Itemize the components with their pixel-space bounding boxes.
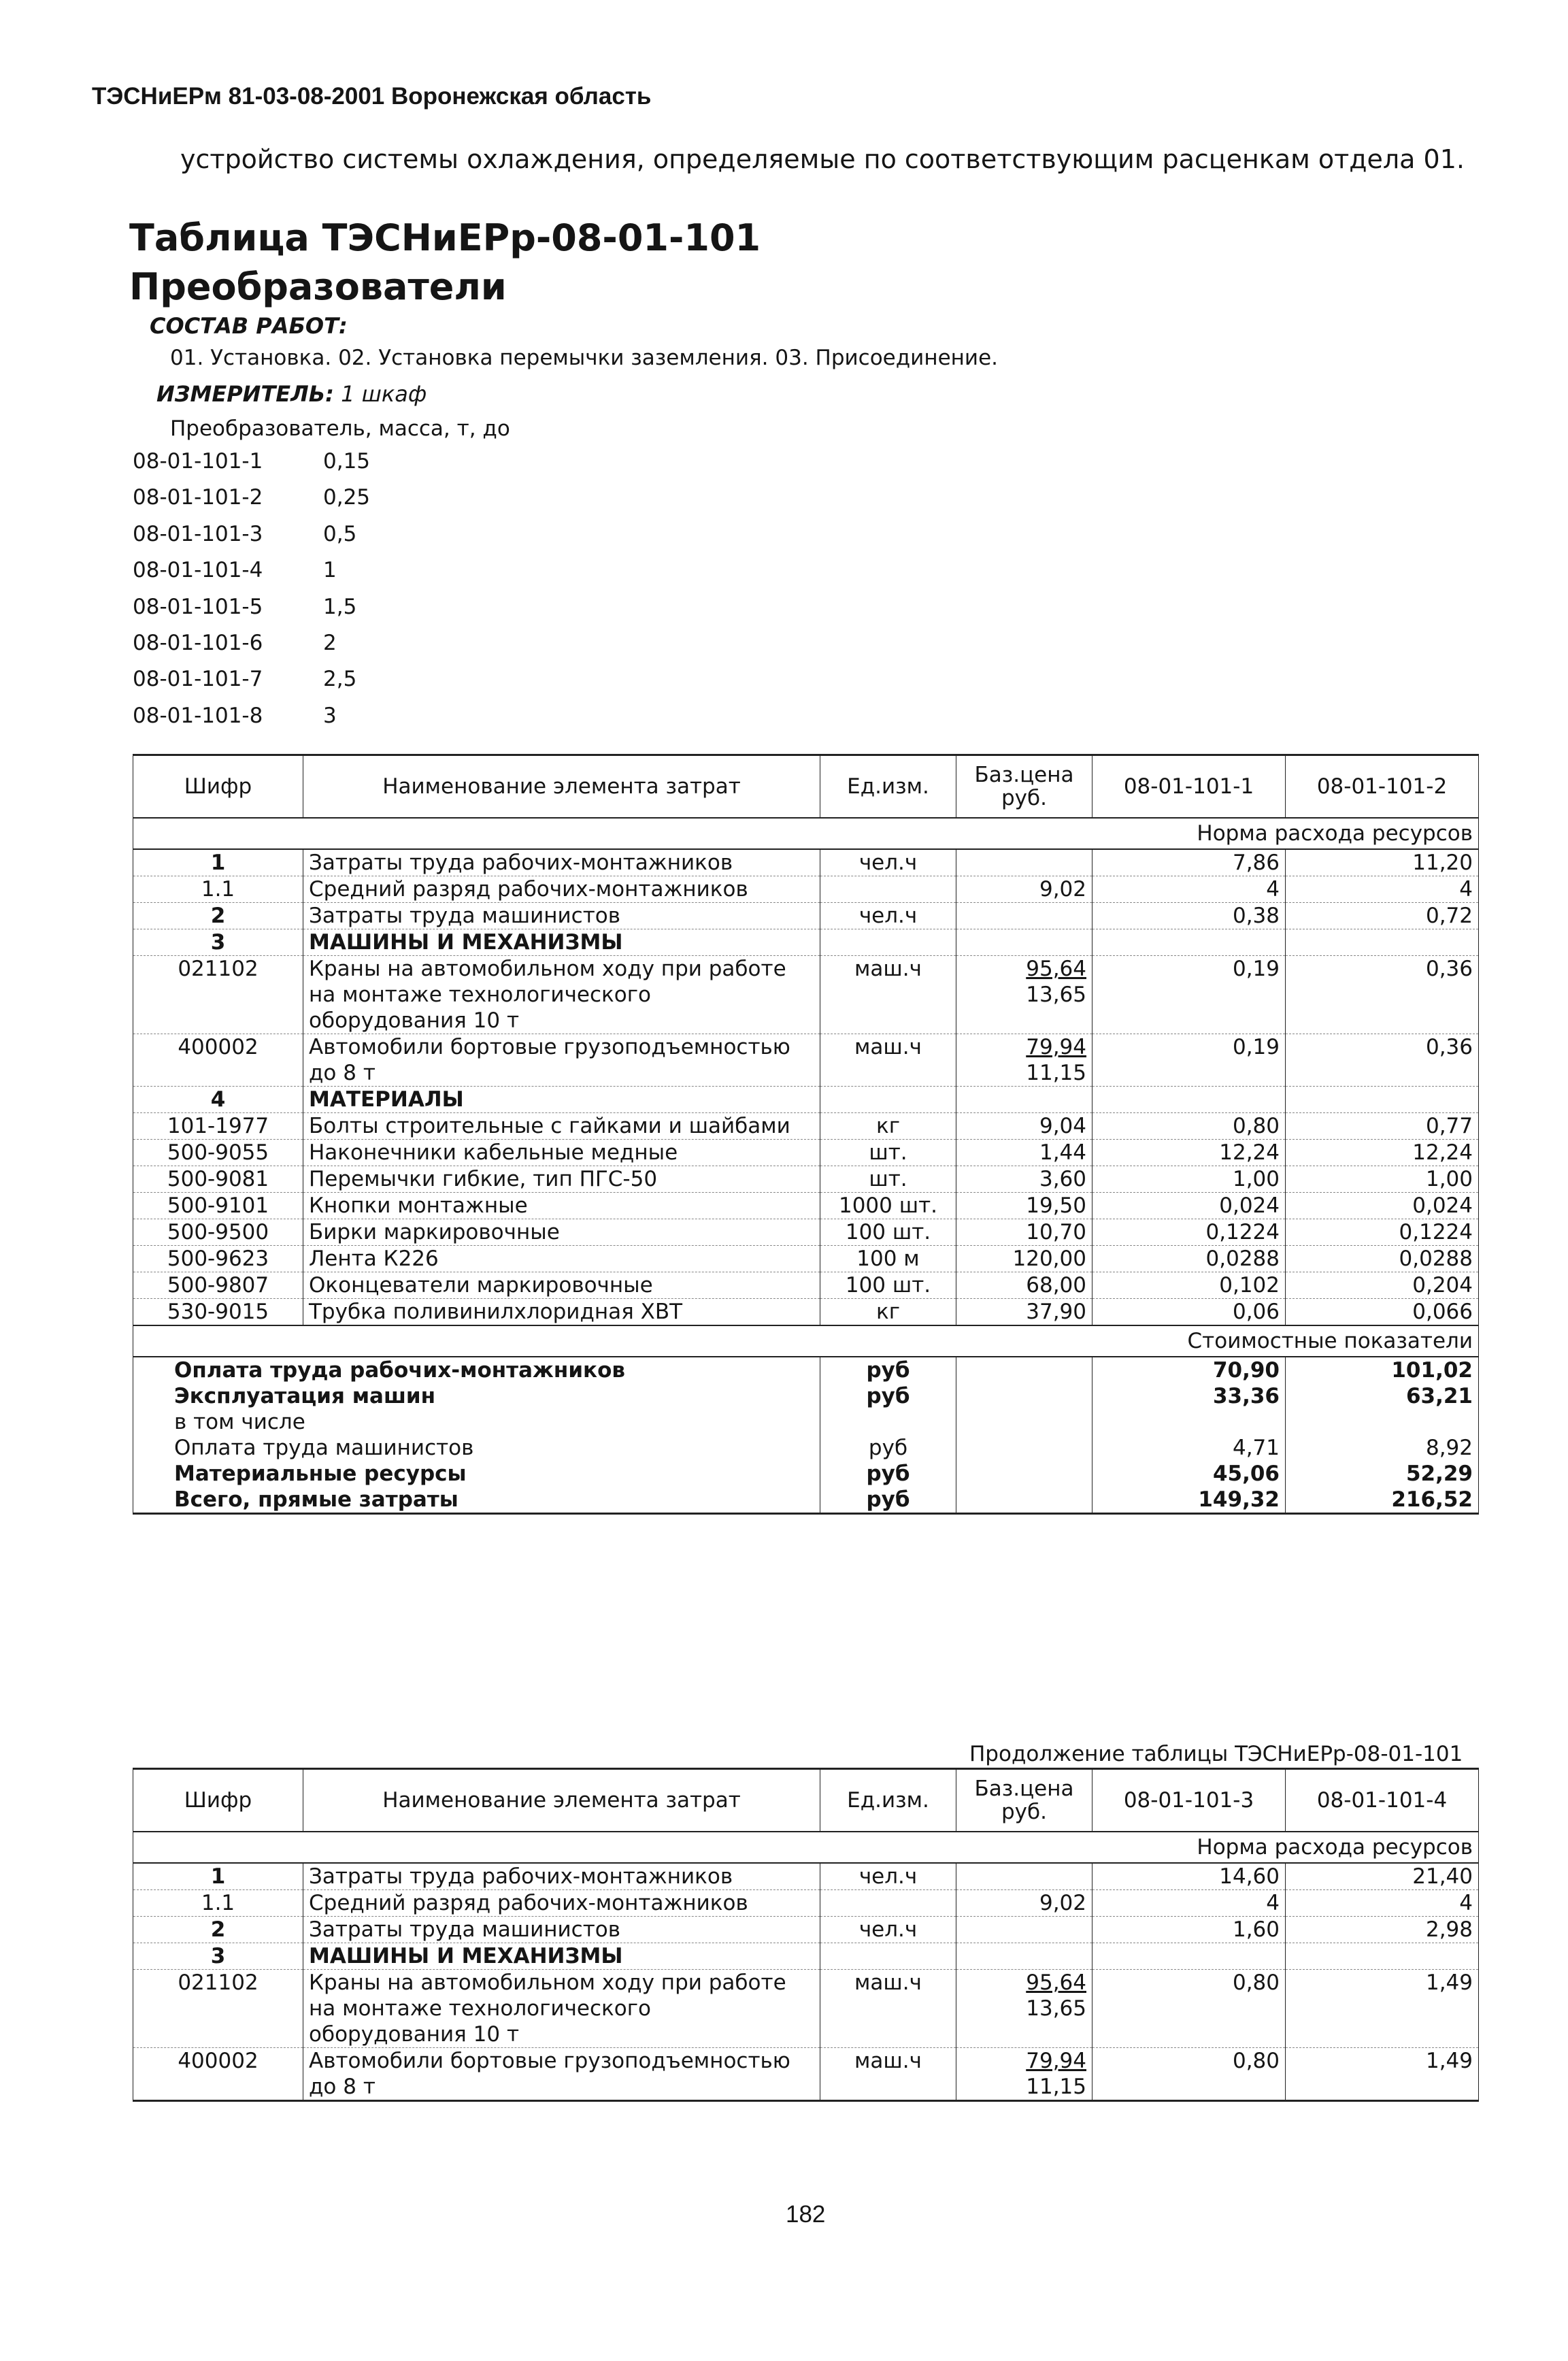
variant-code: 08-01-101-6 <box>133 630 263 655</box>
cell-code: 1.1 <box>133 1890 303 1917</box>
cell-price <box>956 1272 1092 1299</box>
cost-value-a: 70,90 <box>1092 1357 1286 1383</box>
cell-name: Краны на автомобильном ходу при работе на монтаже технологического оборудования 10 т <box>303 1970 820 2048</box>
cell-code: 400002 <box>133 2048 303 2101</box>
cell-price <box>956 903 1092 929</box>
cell-value-a: 1,60 <box>1092 1917 1286 1943</box>
table-row <box>133 1166 1479 1193</box>
cost-row <box>133 1357 1479 1383</box>
variant-value: 1,5 <box>323 594 357 619</box>
measure-label: ИЗМЕРИТЕЛЬ: <box>156 381 334 407</box>
document-header: ТЭСНиЕРм 81-03-08-2001 Воронежская область <box>92 83 652 110</box>
cell-code: 500-9500 <box>133 1219 303 1246</box>
cell-name: Лента К226 <box>303 1246 820 1272</box>
col-header-price: Баз.цена руб. <box>956 755 1092 819</box>
col-header-b: 08-01-101-4 <box>1286 1769 1479 1832</box>
cell-value-a: 7,86 <box>1092 849 1286 876</box>
param-label: Преобразователь, масса, т, до <box>170 416 510 441</box>
cell-price <box>956 849 1092 876</box>
cell-code: 101-1977 <box>133 1113 303 1140</box>
table-row <box>133 1890 1479 1917</box>
cell-unit: кг <box>820 1113 956 1140</box>
price-value: 19,50 <box>1026 1193 1086 1218</box>
cell-value-b: 2,98 <box>1286 1917 1479 1943</box>
header-row <box>133 755 1479 819</box>
cell-name: Кнопки монтажные <box>303 1193 820 1219</box>
price-value: 68,00 <box>1026 1273 1086 1298</box>
col-header-name: Наименование элемента затрат <box>303 1769 820 1832</box>
continuation-caption: Продолжение таблицы ТЭСНиЕРр-08-01-101 <box>969 1742 1463 1766</box>
cost-unit: руб <box>820 1435 956 1461</box>
cost-empty <box>956 1487 1092 1514</box>
cost-empty <box>956 1461 1092 1487</box>
intro-text: устройство системы охлаждения, определяемые по соответствующим расценкам отдела 01. <box>180 144 1465 174</box>
cell-code: 1.1 <box>133 876 303 903</box>
variants-list <box>133 449 370 740</box>
norm-caption-row <box>133 1832 1479 1863</box>
price-value: 95,64 <box>1026 1970 1086 1995</box>
cost-value-b: 52,29 <box>1286 1461 1479 1487</box>
cell-price <box>956 1193 1092 1219</box>
cost-empty <box>956 1357 1092 1383</box>
cost-value-b: 63,21 <box>1286 1383 1479 1409</box>
cell-name: МАШИНЫ И МЕХАНИЗМЫ <box>303 929 820 956</box>
table-row <box>133 1917 1479 1943</box>
variant-value: 3 <box>323 703 337 728</box>
cell-code: 1 <box>133 849 303 876</box>
cost-value-a: 45,06 <box>1092 1461 1286 1487</box>
cost-name: Эксплуатация машин <box>133 1383 820 1409</box>
cell-value-b: 1,00 <box>1286 1166 1479 1193</box>
cell-value-a <box>1092 929 1286 956</box>
cell-name: Затраты труда рабочих-монтажников <box>303 1863 820 1890</box>
cell-value-b: 0,36 <box>1286 956 1479 1034</box>
table-row <box>133 903 1479 929</box>
price-value: 120,00 <box>1012 1246 1086 1271</box>
cost-row <box>133 1409 1479 1435</box>
price-secondary: 13,65 <box>1026 1996 1086 2021</box>
measure-value: 1 шкаф <box>341 381 427 407</box>
variant-row <box>133 667 370 703</box>
variant-row <box>133 449 370 485</box>
cell-unit <box>820 1943 956 1970</box>
cell-value-b: 0,024 <box>1286 1193 1479 1219</box>
cell-price <box>956 876 1092 903</box>
cost-value-b: 216,52 <box>1286 1487 1479 1514</box>
cell-code: 500-9623 <box>133 1246 303 1272</box>
cell-unit: 100 шт. <box>820 1272 956 1299</box>
cell-name: МАТЕРИАЛЫ <box>303 1087 820 1113</box>
variant-value: 0,25 <box>323 485 371 510</box>
price-value: 3,60 <box>1039 1167 1086 1191</box>
variant-value: 2 <box>323 630 337 655</box>
cell-code: 500-9807 <box>133 1272 303 1299</box>
header-row <box>133 1769 1479 1832</box>
cost-unit: руб <box>820 1383 956 1409</box>
cell-value-b <box>1286 1943 1479 1970</box>
cell-code: 021102 <box>133 1970 303 2048</box>
cell-value-b: 0,1224 <box>1286 1219 1479 1246</box>
col-header-code: Шифр <box>133 755 303 819</box>
page-number: 182 <box>786 2201 826 2228</box>
norm-table-1 <box>133 754 1479 1515</box>
cell-name: Болты строительные с гайками и шайбами <box>303 1113 820 1140</box>
cell-code: 3 <box>133 929 303 956</box>
cell-unit: маш.ч <box>820 956 956 1034</box>
variant-row <box>133 704 370 740</box>
cell-value-a <box>1092 1943 1286 1970</box>
cell-unit: маш.ч <box>820 2048 956 2101</box>
variant-row <box>133 558 370 594</box>
col-header-unit: Ед.изм. <box>820 1769 956 1832</box>
cell-unit <box>820 1087 956 1113</box>
cell-code: 500-9101 <box>133 1193 303 1219</box>
cell-unit <box>820 929 956 956</box>
variant-row <box>133 595 370 631</box>
cell-name: Перемычки гибкие, тип ПГС-50 <box>303 1166 820 1193</box>
cell-code: 4 <box>133 1087 303 1113</box>
cell-code: 500-9055 <box>133 1140 303 1166</box>
cell-price <box>956 1087 1092 1113</box>
cell-value-a: 4 <box>1092 1890 1286 1917</box>
cost-row <box>133 1487 1479 1514</box>
cost-empty <box>956 1383 1092 1409</box>
cost-value-a: 33,36 <box>1092 1383 1286 1409</box>
col-header-a: 08-01-101-1 <box>1092 755 1286 819</box>
cost-value-b: 101,02 <box>1286 1357 1479 1383</box>
table-row <box>133 1140 1479 1166</box>
cell-price <box>956 1970 1092 2048</box>
variant-row <box>133 522 370 558</box>
cell-value-a: 0,0288 <box>1092 1246 1286 1272</box>
cell-value-a: 0,102 <box>1092 1272 1286 1299</box>
cell-price <box>956 1246 1092 1272</box>
cell-name: Наконечники кабельные медные <box>303 1140 820 1166</box>
cell-name: Автомобили бортовые грузоподъемностью до 8 т <box>303 2048 820 2101</box>
price-secondary: 13,65 <box>1026 983 1086 1007</box>
variant-row <box>133 631 370 667</box>
cell-name: Затраты труда машинистов <box>303 1917 820 1943</box>
col-header-code: Шифр <box>133 1769 303 1832</box>
table-row <box>133 876 1479 903</box>
cost-value-b: 8,92 <box>1286 1435 1479 1461</box>
price-value: 95,64 <box>1026 957 1086 981</box>
col-header-unit: Ед.изм. <box>820 755 956 819</box>
cost-unit: руб <box>820 1357 956 1383</box>
cell-name: Затраты труда рабочих-монтажников <box>303 849 820 876</box>
col-header-a: 08-01-101-3 <box>1092 1769 1286 1832</box>
cost-empty <box>956 1409 1092 1435</box>
cell-value-b: 0,204 <box>1286 1272 1479 1299</box>
cell-value-b: 0,36 <box>1286 1034 1479 1087</box>
variant-value: 1 <box>323 558 337 583</box>
cell-value-a: 0,06 <box>1092 1299 1286 1326</box>
cell-value-a: 0,024 <box>1092 1193 1286 1219</box>
cell-name: Оконцеватели маркировочные <box>303 1272 820 1299</box>
cell-unit <box>820 876 956 903</box>
table-row <box>133 1970 1479 2048</box>
col-header-price: Баз.цена руб. <box>956 1769 1092 1832</box>
cell-value-a: 12,24 <box>1092 1140 1286 1166</box>
cell-value-a: 14,60 <box>1092 1863 1286 1890</box>
works-label: СОСТАВ РАБОТ: <box>150 313 348 339</box>
variant-code: 08-01-101-7 <box>133 667 263 692</box>
cell-price <box>956 2048 1092 2101</box>
cost-unit: руб <box>820 1487 956 1514</box>
cell-code: 530-9015 <box>133 1299 303 1326</box>
cell-value-a: 4 <box>1092 876 1286 903</box>
measure-line <box>156 381 427 407</box>
cell-value-b: 1,49 <box>1286 2048 1479 2101</box>
cell-unit: чел.ч <box>820 903 956 929</box>
table-title: Таблица ТЭСНиЕРр-08-01-101 <box>129 216 761 259</box>
cost-name: Оплата труда рабочих-монтажников <box>133 1357 820 1383</box>
cell-price <box>956 956 1092 1034</box>
cell-value-b: 4 <box>1286 876 1479 903</box>
cell-price <box>956 1917 1092 1943</box>
price-value: 37,90 <box>1026 1300 1086 1324</box>
table-row <box>133 1299 1479 1326</box>
cost-name: в том числе <box>133 1409 820 1435</box>
cell-name: Краны на автомобильном ходу при работе на монтаже технологического оборудования 10 т <box>303 956 820 1034</box>
cell-value-b: 1,49 <box>1286 1970 1479 2048</box>
variant-row <box>133 485 370 521</box>
cost-unit <box>820 1409 956 1435</box>
cell-price <box>956 1219 1092 1246</box>
price-secondary: 11,15 <box>1026 2075 1086 2099</box>
price-value: 9,02 <box>1039 877 1086 902</box>
cell-value-b: 12,24 <box>1286 1140 1479 1166</box>
cell-value-b <box>1286 1087 1479 1113</box>
cell-value-b: 0,72 <box>1286 903 1479 929</box>
cost-empty <box>956 1435 1092 1461</box>
cell-value-a: 0,38 <box>1092 903 1286 929</box>
price-value: 10,70 <box>1026 1220 1086 1244</box>
col-header-b: 08-01-101-2 <box>1286 755 1479 819</box>
cell-unit: 1000 шт. <box>820 1193 956 1219</box>
cell-unit: шт. <box>820 1166 956 1193</box>
cost-row <box>133 1383 1479 1409</box>
variant-code: 08-01-101-2 <box>133 485 263 510</box>
cost-row <box>133 1435 1479 1461</box>
cell-unit: 100 м <box>820 1246 956 1272</box>
cell-value-b: 0,0288 <box>1286 1246 1479 1272</box>
cell-price <box>956 1863 1092 1890</box>
cell-code: 3 <box>133 1943 303 1970</box>
cell-price <box>956 1166 1092 1193</box>
table-row <box>133 1272 1479 1299</box>
cell-unit: шт. <box>820 1140 956 1166</box>
table-row <box>133 1034 1479 1087</box>
cost-value-a <box>1092 1409 1286 1435</box>
cost-value-a: 4,71 <box>1092 1435 1286 1461</box>
cell-name: Автомобили бортовые грузоподъемностью до 8 т <box>303 1034 820 1087</box>
cell-value-b: 0,77 <box>1286 1113 1479 1140</box>
cell-unit: кг <box>820 1299 956 1326</box>
cell-value-a: 0,1224 <box>1092 1219 1286 1246</box>
price-value: 9,02 <box>1039 1891 1086 1915</box>
table-row <box>133 1219 1479 1246</box>
table-row <box>133 1863 1479 1890</box>
cost-unit: руб <box>820 1461 956 1487</box>
price-secondary: 11,15 <box>1026 1061 1086 1085</box>
cell-name: Трубка поливинилхлоридная ХВТ <box>303 1299 820 1326</box>
norm-caption: Норма расхода ресурсов <box>133 1832 1479 1863</box>
cost-value-a: 149,32 <box>1092 1487 1286 1514</box>
table-row <box>133 1193 1479 1219</box>
cell-value-a: 0,19 <box>1092 956 1286 1034</box>
cost-caption-row <box>133 1325 1479 1357</box>
cell-price <box>956 1140 1092 1166</box>
table-row <box>133 2048 1479 2101</box>
variant-code: 08-01-101-4 <box>133 558 263 583</box>
norm-caption-row <box>133 818 1479 849</box>
cell-unit: 100 шт. <box>820 1219 956 1246</box>
table-row <box>133 1113 1479 1140</box>
cell-value-a: 1,00 <box>1092 1166 1286 1193</box>
cell-value-a: 0,80 <box>1092 1970 1286 2048</box>
variant-code: 08-01-101-1 <box>133 449 263 474</box>
cost-name: Материальные ресурсы <box>133 1461 820 1487</box>
price-value: 79,94 <box>1026 1035 1086 1059</box>
cell-value-a <box>1092 1087 1286 1113</box>
cell-unit: маш.ч <box>820 1034 956 1087</box>
price-value: 1,44 <box>1039 1140 1086 1165</box>
cost-name: Всего, прямые затраты <box>133 1487 820 1514</box>
norm-table-2 <box>133 1768 1479 2102</box>
cell-code: 400002 <box>133 1034 303 1087</box>
cell-value-a: 0,19 <box>1092 1034 1286 1087</box>
table-row <box>133 849 1479 876</box>
cost-caption: Стоимостные показатели <box>133 1325 1479 1357</box>
cell-name: Средний разряд рабочих-монтажников <box>303 1890 820 1917</box>
variant-code: 08-01-101-8 <box>133 703 263 728</box>
cell-name: МАШИНЫ И МЕХАНИЗМЫ <box>303 1943 820 1970</box>
cost-row <box>133 1461 1479 1487</box>
cell-value-b: 4 <box>1286 1890 1479 1917</box>
cell-price <box>956 929 1092 956</box>
cell-code: 2 <box>133 1917 303 1943</box>
table-row <box>133 1943 1479 1970</box>
cell-price <box>956 1113 1092 1140</box>
cell-name: Бирки маркировочные <box>303 1219 820 1246</box>
cell-unit: чел.ч <box>820 849 956 876</box>
cell-code: 500-9081 <box>133 1166 303 1193</box>
cell-name: Затраты труда машинистов <box>303 903 820 929</box>
table-row <box>133 1246 1479 1272</box>
variant-code: 08-01-101-5 <box>133 594 263 619</box>
cell-code: 2 <box>133 903 303 929</box>
cell-price <box>956 1943 1092 1970</box>
cell-code: 1 <box>133 1863 303 1890</box>
cell-name: Средний разряд рабочих-монтажников <box>303 876 820 903</box>
table-subtitle: Преобразователи <box>129 265 507 308</box>
cell-price <box>956 1034 1092 1087</box>
cell-value-a: 0,80 <box>1092 2048 1286 2101</box>
cost-name: Оплата труда машинистов <box>133 1435 820 1461</box>
cell-price <box>956 1890 1092 1917</box>
cell-unit: чел.ч <box>820 1917 956 1943</box>
table-row <box>133 956 1479 1034</box>
variant-value: 0,15 <box>323 449 371 474</box>
norm-caption: Норма расхода ресурсов <box>133 818 1479 849</box>
table-row <box>133 1087 1479 1113</box>
variant-value: 2,5 <box>323 667 357 692</box>
table-row <box>133 929 1479 956</box>
cell-unit: чел.ч <box>820 1863 956 1890</box>
cell-value-b <box>1286 929 1479 956</box>
cell-value-a: 0,80 <box>1092 1113 1286 1140</box>
price-value: 9,04 <box>1039 1114 1086 1138</box>
variant-value: 0,5 <box>323 521 357 546</box>
cell-unit <box>820 1890 956 1917</box>
works-text: 01. Установка. 02. Установка перемычки заземления. 03. Присоединение. <box>170 346 999 370</box>
cell-code: 021102 <box>133 956 303 1034</box>
col-header-name: Наименование элемента затрат <box>303 755 820 819</box>
cell-value-b: 11,20 <box>1286 849 1479 876</box>
cell-unit: маш.ч <box>820 1970 956 2048</box>
variant-code: 08-01-101-3 <box>133 521 263 546</box>
cell-value-b: 21,40 <box>1286 1863 1479 1890</box>
cell-value-b: 0,066 <box>1286 1299 1479 1326</box>
cell-price <box>956 1299 1092 1326</box>
price-value: 79,94 <box>1026 2049 1086 2073</box>
cost-value-b <box>1286 1409 1479 1435</box>
